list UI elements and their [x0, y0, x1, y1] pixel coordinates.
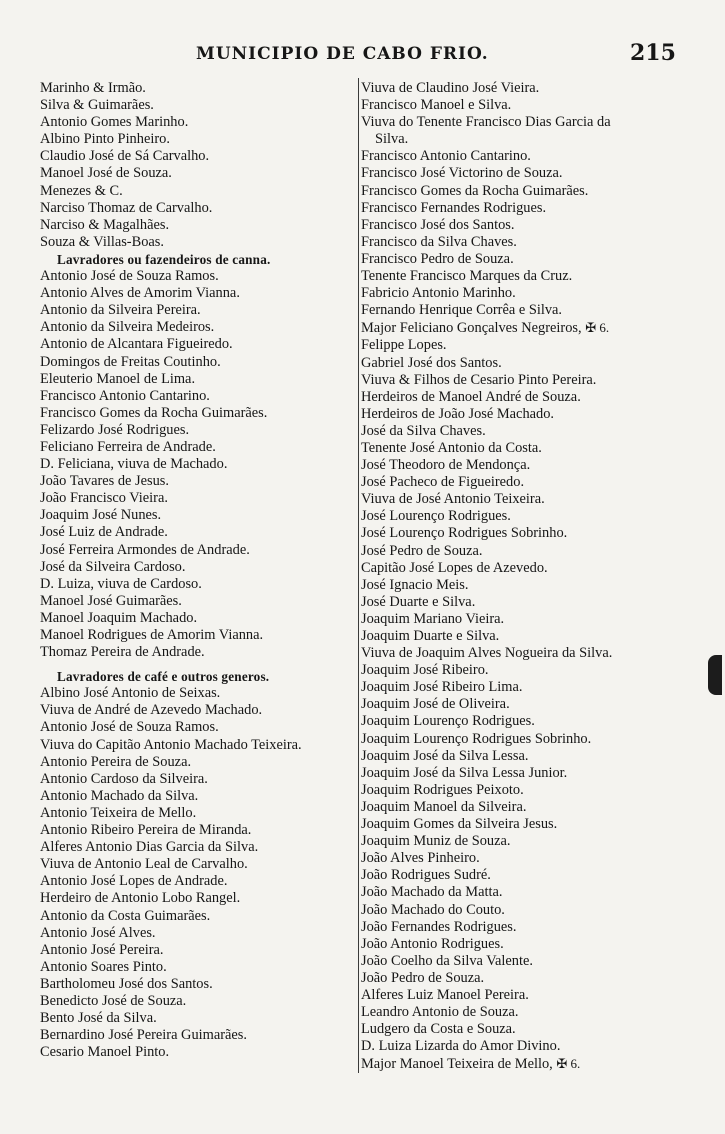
list-item: Antonio de Alcantara Figueiredo. [40, 336, 233, 353]
list-item: Capitão José Lopes de Azevedo. [361, 559, 548, 576]
list-item: Francisco José dos Santos. [361, 216, 515, 233]
list-item: Fabricio Antonio Marinho. [361, 285, 516, 302]
list-item: Antonio Gomes Marinho. [40, 114, 189, 131]
list-item: Felippe Lopes. [361, 337, 447, 354]
list-item: Antonio Soares Pinto. [40, 958, 167, 975]
list-item: Antonio José de Souza Ramos. [40, 719, 219, 736]
list-item: José Luiz de Andrade. [40, 524, 168, 541]
list-item: Marinho & Irmão. [40, 80, 146, 96]
list-item: Menezes & C. [40, 182, 123, 199]
list-item: Thomaz Pereira de Andrade. [40, 644, 205, 661]
list-item: Joaquim Lourenço Rodrigues Sobrinho. [361, 730, 592, 747]
left-column [40, 80, 358, 1080]
list-item: José Ignacio Meis. [361, 576, 469, 593]
list-item: Francisco Fernandes Rodrigues. [361, 199, 547, 216]
section-heading-cafe: Lavradores de café e outros generos. [57, 669, 270, 685]
list-item: Antonio Alves de Amorim Vianna. [40, 285, 240, 302]
page-number: 215 [630, 40, 676, 66]
list-item: Antonio Machado da Silva. [40, 787, 199, 804]
list-item: Tenente Francisco Marques da Cruz. [361, 268, 573, 285]
list-item: Antonio da Silveira Medeiros. [40, 319, 215, 336]
list-item: Cesario Manoel Pinto. [40, 1044, 170, 1061]
list-item: José da Silveira Cardoso. [40, 558, 186, 575]
right-column [361, 80, 679, 1080]
list-item [361, 1055, 679, 1073]
column-divider [358, 78, 359, 1073]
list-item: João Rodrigues Sudré. [361, 867, 491, 884]
list-item: Viuva & Filhos de Cesario Pinto Pereira. [361, 371, 597, 388]
list-item: Narciso & Magalhães. [40, 216, 170, 233]
honor-cross-icon: ✠ 6. [556, 1056, 581, 1072]
list-item: Antonio José Pereira. [40, 941, 164, 958]
list-item: João Alves Pinheiro. [361, 850, 480, 867]
list-item: José Lourenço Rodrigues. [361, 508, 511, 525]
list-item: Francisco da Silva Chaves. [361, 233, 517, 250]
list-item: Gabriel José dos Santos. [361, 354, 502, 371]
list-item: Manoel Rodrigues de Amorim Vianna. [40, 627, 264, 643]
list-item: João Tavares de Jesus. [40, 473, 170, 490]
list-item: Herdeiros de João José Machado. [361, 405, 555, 422]
list-item: Antonio Pereira de Souza. [40, 753, 192, 770]
list-item: Joaquim Mariano Vieira. [361, 610, 505, 627]
list-item: Joaquim Duarte e Silva. [361, 628, 500, 644]
list-item: D. Luiza Lizarda do Amor Divino. [361, 1038, 561, 1055]
list-item: Francisco Manoel e Silva. [361, 97, 512, 114]
list-item: Francisco Gomes da Rocha Guimarães. [40, 404, 268, 421]
list-item: Silva & Guimarães. [40, 97, 154, 114]
list-item: José da Silva Chaves. [361, 422, 486, 439]
list-item: Francisco Antonio Cantarino. [361, 148, 531, 165]
list-item: Viuva de Claudino José Vieira. [361, 80, 540, 96]
list-item: Feliciano Ferreira de Andrade. [40, 438, 216, 455]
list-item: Joaquim Rodrigues Peixoto. [361, 781, 524, 798]
list-item: Albino Pinto Pinheiro. [40, 131, 170, 148]
list-item: Joaquim Gomes da Silveira Jesus. [361, 816, 558, 833]
list-item: Viuva do Tenente Francisco Dias Garcia da [361, 114, 611, 131]
list-item: Antonio da Silveira Pereira. [40, 302, 201, 319]
list-item: Viuva de Antonio Leal de Carvalho. [40, 856, 248, 873]
page-title: MUNICIPIO DE CABO FRIO. [196, 44, 489, 64]
list-item-text: Major Manoel Teixeira de Mello, [361, 1056, 553, 1073]
list-item: João Coelho da Silva Valente. [361, 952, 533, 969]
list-item: João Francisco Vieira. [40, 490, 168, 507]
list-item: Antonio Teixeira de Mello. [40, 804, 197, 821]
list-item: Antonio José Lopes de Andrade. [40, 873, 228, 890]
list-item: Herdeiros de Manoel André de Souza. [361, 388, 581, 405]
list-item: Albino José Antonio de Seixas. [40, 685, 221, 702]
list-item: D. Luiza, viuva de Cardoso. [40, 575, 202, 592]
list-item: Tenente José Antonio da Costa. [361, 439, 542, 456]
page-edge-mark [708, 655, 722, 695]
section-heading-canna: Lavradores ou fazendeiros de canna. [57, 251, 271, 267]
page-header [0, 40, 725, 70]
list-item: João Antonio Rodrigues. [361, 935, 504, 952]
list-item: Antonio da Costa Guimarães. [40, 907, 211, 924]
list-item: Ludgero da Costa e Souza. [361, 1021, 516, 1038]
list-item: Narciso Thomaz de Carvalho. [40, 199, 213, 216]
list-item: Bento José da Silva. [40, 1010, 157, 1027]
honor-cross-icon: ✠ 6. [585, 320, 610, 336]
list-item: Bartholomeu José dos Santos. [40, 975, 213, 992]
list-item: Joaquim José Ribeiro. [361, 662, 489, 679]
list-item: José Pedro de Souza. [361, 542, 483, 559]
list-item: Bernardino José Pereira Guimarães. [40, 1027, 247, 1044]
list-item: Manoel José de Souza. [40, 165, 172, 182]
list-item: Joaquim José da Silva Lessa Junior. [361, 764, 568, 781]
list-item: D. Feliciana, viuva de Machado. [40, 456, 228, 473]
list-item: Francisco José Victorino de Souza. [361, 165, 563, 182]
list-item: José Pacheco de Figueiredo. [361, 474, 525, 491]
list-item: Francisco Antonio Cantarino. [40, 387, 210, 404]
list-item: Eleuterio Manoel de Lima. [40, 370, 196, 387]
list-item: Alferes Antonio Dias Garcia da Silva. [40, 839, 259, 856]
list-item: Joaquim José de Oliveira. [361, 696, 510, 713]
list-item: Francisco Pedro de Souza. [361, 250, 514, 267]
list-item: Herdeiro de Antonio Lobo Rangel. [40, 890, 241, 907]
list-item: Viuva do Capitão Antonio Machado Teixeira. [40, 736, 302, 753]
list-item: Viuva de Joaquim Alves Nogueira da Silva. [361, 645, 613, 662]
list-item: João Machado do Couto. [361, 901, 505, 918]
list-item: Leandro Antonio de Souza. [361, 1004, 519, 1021]
list-item: Antonio Ribeiro Pereira de Miranda. [40, 822, 252, 839]
list-item: Joaquim Manoel da Silveira. [361, 798, 527, 815]
list-item: Francisco Gomes da Rocha Guimarães. [361, 182, 589, 199]
list-item-text: Major Feliciano Gonçalves Negreiros, [361, 320, 582, 337]
list-item: José Lourenço Rodrigues Sobrinho. [361, 525, 568, 542]
list-item: Alferes Luiz Manoel Pereira. [361, 986, 529, 1003]
list-item: João Fernandes Rodrigues. [361, 918, 517, 935]
list-item: Felizardo José Rodrigues. [40, 421, 190, 438]
list-item [361, 319, 679, 337]
list-item: Joaquim Lourenço Rodrigues. [361, 713, 535, 730]
list-item: Manoel José Guimarães. [40, 592, 182, 609]
list-item: Viuva de José Antonio Teixeira. [361, 491, 545, 508]
list-item: Domingos de Freitas Coutinho. [40, 353, 221, 370]
list-item: Manoel Joaquim Machado. [40, 609, 198, 626]
list-item: Benedicto José de Souza. [40, 992, 187, 1009]
list-item: Viuva de André de Azevedo Machado. [40, 702, 263, 719]
list-item: Antonio Cardoso da Silveira. [40, 770, 208, 787]
list-item: Joaquim José Nunes. [40, 507, 162, 524]
list-item: José Ferreira Armondes de Andrade. [40, 541, 250, 558]
list-item: José Theodoro de Mendonça. [361, 457, 531, 474]
list-item: Antonio José Alves. [40, 924, 156, 941]
list-item: Joaquim José Ribeiro Lima. [361, 679, 523, 696]
list-item: João Machado da Matta. [361, 884, 503, 901]
list-item: João Pedro de Souza. [361, 969, 485, 986]
list-item: Silva. [375, 131, 409, 148]
list-item: Antonio José de Souza Ramos. [40, 268, 219, 285]
list-item: Joaquim José da Silva Lessa. [361, 747, 529, 764]
list-item: José Duarte e Silva. [361, 593, 476, 610]
list-item: Claudio José de Sá Carvalho. [40, 148, 210, 165]
list-item: Fernando Henrique Corrêa e Silva. [361, 302, 563, 319]
list-item: Souza & Villas-Boas. [40, 233, 164, 250]
list-item: Joaquim Muniz de Souza. [361, 833, 511, 850]
